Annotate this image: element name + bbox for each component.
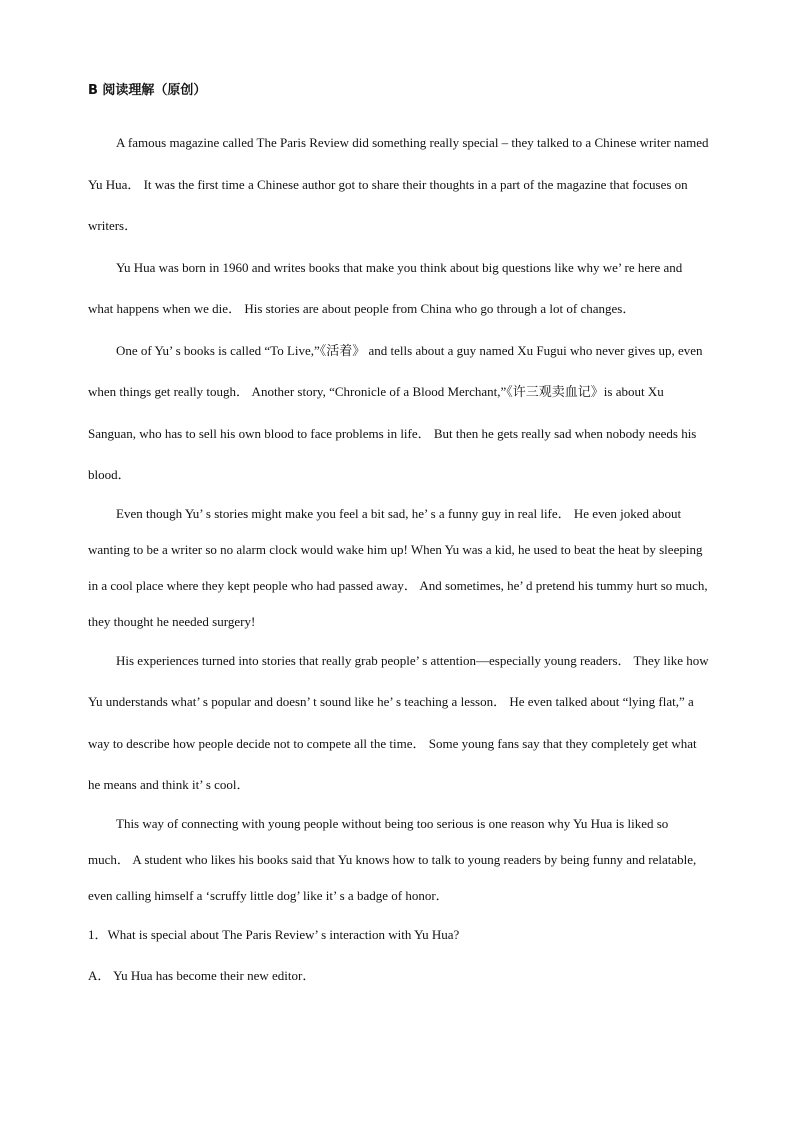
section-heading: B 阅读理解（原创） xyxy=(88,83,207,98)
paragraph-5: His experiences turned into stories that really grab people’ s attention—especially young readers． They like how Yu understands what’ s popular and doesn’ t sound like he’ s teaching a lesson． He even talked about “lying flat,” a way to describe how people decide not to compete all the time． Some young fans say that they completely get what he means and think it’ s cool． xyxy=(88,652,709,792)
option-a: A． Yu Hua has become their new editor． xyxy=(88,968,316,983)
paragraph-6: This way of connecting with young people without being too serious is one reason why Yu Hua is liked so much． A student who likes his books said that Yu knows how to talk to young readers by being funny and relatable, even calling himself a ‘scruffy little dog’ like it’ s a badge of honor． xyxy=(88,815,697,903)
paragraph-3: One of Yu’ s books is called “To Live,”《活着》 and tells about a guy named Xu Fugui who never gives up, even when things get really tough． Another story, “Chronicle of a Blood Merchant,”《许三观卖血记》is about Xu Sanguan, who has to sell his own blood to face problems in life． But then he gets really sad when nobody needs his blood． xyxy=(88,342,703,482)
paragraph-4: Even though Yu’ s stories might make you feel a bit sad, he’ s a funny guy in real life． He even joked about wanting to be a writer so no alarm clock would wake him up! When Yu was a kid, he used to beat the heat by sleeping in a cool place where they kept people who had passed away． And sometimes, he’ d pretend his tummy hurt so much, they thought he needed surgery! xyxy=(88,505,708,629)
document-page xyxy=(88,80,710,997)
paragraph-2: Yu Hua was born in 1960 and writes books that make you think about big questions like why we’ re here and what happens when we die． His stories are about people from China who go through a lot of changes． xyxy=(88,259,683,316)
paragraph-1: A famous magazine called The Paris Review did something really special – they talked to a Chinese writer named Yu Hua． It was the first time a Chinese author got to share their thoughts in a part of the magazine that focuses on writers． xyxy=(88,135,709,233)
question-1: 1．What is special about The Paris Review’ s interaction with Yu Hua? xyxy=(88,926,460,942)
